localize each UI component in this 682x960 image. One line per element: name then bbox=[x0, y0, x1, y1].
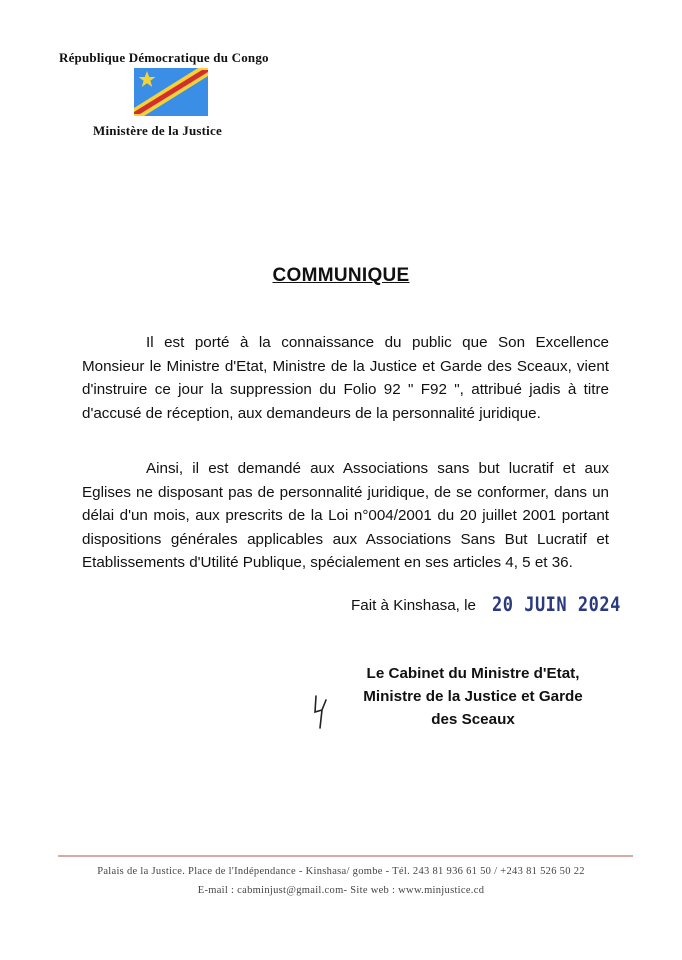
signatory-line-3: des Sceaux bbox=[431, 711, 515, 728]
footer-divider bbox=[58, 855, 633, 857]
paragraph-2: Ainsi, il est demandé aux Associations sans but lucratif et aux Eglises ne disposant pas de personnalité juridique, de se conformer, dans un délai d'un mois, aux prescrits de la Loi n°004/2001 du 20 juillet 2001 portant dispositions générales applicables aux Associations Sans But Lucratif et Etablissements d'Utilité Publique, spécialement en ses articles 4, 5 et 36. bbox=[82, 460, 609, 571]
signatory-line-1: Le Cabinet du Ministre d'Etat, bbox=[366, 665, 580, 682]
footer-contact: E-mail : cabminjust@gmail.com- Site web : www.minjustice.cd bbox=[197, 885, 485, 896]
page-title: COMMUNIQUE bbox=[272, 265, 410, 286]
drc-flag-icon bbox=[134, 68, 208, 116]
signatory-block bbox=[338, 662, 608, 731]
paragraph-1: Il est porté à la connaissance du public que Son Excellence Monsieur le Ministre d'Etat, Ministre de la Justice et Garde des Sceaux, vient d'instruire ce jour la suppression du Folio 92 " F92 ", attribué jadis à titre d'accusé de réception, aux demandeurs de la personnalité juridique. bbox=[82, 334, 609, 422]
signature-mark bbox=[310, 690, 332, 730]
signatory-line-2: Ministre de la Justice et Garde bbox=[363, 688, 583, 705]
date-stamp: 20 JUIN 2024 bbox=[492, 593, 621, 617]
ministry-name: Ministère de la Justice bbox=[93, 123, 222, 138]
place-date-prefix: Fait à Kinshasa, le bbox=[351, 597, 476, 614]
country-name: République Démocratique du Congo bbox=[59, 50, 269, 65]
footer-address: Palais de la Justice. Place de l'Indépendance - Kinshasa/ gombe - Tél. 243 81 936 61 50 / +243 81 526 50 22 bbox=[97, 866, 585, 877]
